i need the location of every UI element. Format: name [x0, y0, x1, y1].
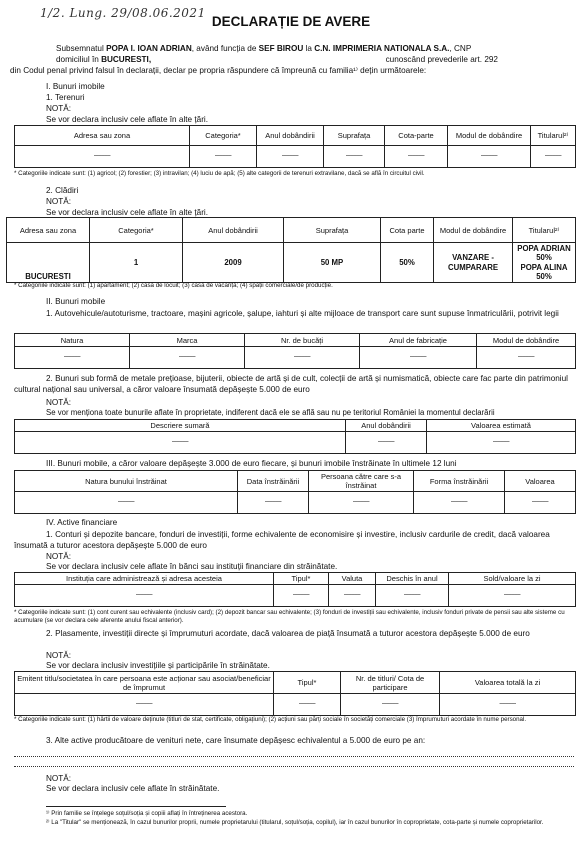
table-row: ----------- ----------- ----------- -----------: [15, 694, 576, 716]
table-row: BUCURESTI 1 2009 50 MP 50% VANZARE - CUMPARARE POPA ADRIAN 50% POPA ALINA 50%: [7, 243, 576, 283]
nota-label: NOTĂ:: [46, 552, 72, 561]
bank-accounts-paragraph: 1. Conturi și depozite bancare, fonduri de investiții, forme echivalente de economisire și investire, inclusiv cardurile de credit, dacă valoarea însumată a tuturor acestora depășește 5.000 de euro: [14, 530, 550, 550]
page-title: DECLARAȚIE DE AVERE: [211, 14, 371, 29]
section-1-title: I. Bunuri imobile: [46, 82, 105, 91]
declarant-city: BUCURESTI,: [101, 55, 152, 65]
nota-text: Se vor declara inclusiv cele aflate în alte țări.: [46, 115, 209, 124]
intro-paragraph: Subsemnatul POPA I. IOAN ADRIAN, având funcția de SEF BIROU la C.N. IMPRIMERIA NATIONALA S.A., CNP domiciliul în BUCURESTI, cunoscând prevederile art. 292 din Codul penal privind falsul în declarații, declar pe propria răspundere că împreună cu familia¹⁾ dețin următoarele:: [10, 44, 498, 76]
handwritten-registration: 1/2. Lung. 29/08.06.2021: [40, 6, 206, 20]
nota-text: Se vor menționa toate bunurile aflate în proprietate, indiferent dacă ele se află sau nu pe teritoriul României la momentul declarării: [46, 408, 495, 417]
footnote-2: ²⁾ La "Titular" se menționează, în cazul bunurilor proprii, numele proprietarului (titularul, soțul/soția, copilul), iar în cazul bunurilor în coproprietate, cota-parte și numele coproprietarilor.: [46, 819, 544, 826]
footnote-divider: [46, 806, 226, 807]
land-table: Adresa sau zona Categoria* Anul dobândirii Suprafața Cota-parte Modul de dobândire Titularul²⁾ ----------- ----------- ----------- ----------- ----------- ----------- -----------: [14, 125, 576, 168]
footnote-1: ¹⁾ Prin familie se înțelege soțul/soția și copiii aflați în întreținerea acestora.: [46, 810, 248, 817]
table-row: ----------- ----------- ----------- ----------- -----------: [15, 492, 576, 514]
investments-paragraph: 2. Plasamente, investiții directe și împrumuturi acordate, dacă valoarea de piață însumată a tuturor acestora depășește 5.000 de euro: [46, 629, 530, 638]
dotted-line: [14, 756, 574, 757]
dotted-line: [14, 766, 574, 767]
subsection-land: 1. Terenuri: [46, 93, 85, 102]
table-row: ----------- ----------- ----------- ----------- -----------: [15, 585, 576, 607]
table-row: ----------- ----------- ----------- ----------- ----------- ----------- -----------: [15, 146, 576, 168]
nota-label: NOTĂ:: [46, 398, 72, 407]
investments-categories-note: * Categoriile indicate sunt: (1) hârtii de valoare deținute (titluri de stat, certificate, obligațiuni); (2) acțiuni sau părți sociale în societăți comerciale (3) împrumuturi acordate în nume personal.: [14, 716, 527, 723]
land-categories-note: * Categoriile indicate sunt: (1) agricol; (2) forestier; (3) intravilan; (4) luciu de apă; (5) alte categorii de terenuri extravilane, dacă se află în circuitul civil.: [14, 170, 425, 177]
nota-label: NOTĂ:: [46, 197, 72, 206]
section-4-title: IV. Active financiare: [46, 518, 118, 527]
table-row: ----------- ----------- ----------- ----------- -----------: [15, 347, 576, 369]
bank-accounts-table: Instituția care administrează și adresa acesteia Tipul* Valuta Deschis în anul Sold/valoare la zi ----------- ----------- ----------- ----------- -----------: [14, 572, 576, 607]
other-assets-paragraph: 3. Alte active producătoare de venituri nete, care însumate depășesc echivalentul a 5.000 de euro pe an:: [46, 736, 426, 745]
nota-text: Se vor declara inclusiv cele aflate în străinătate.: [46, 784, 220, 793]
nota-label: NOTĂ:: [46, 104, 72, 113]
declarant-function: SEF BIROU: [258, 44, 304, 53]
investments-table: Emitent titlu/societatea în care persoana este acționar sau asociat/beneficiar de împrumut Tipul* Nr. de titluri/ Cota de participare Valoarea totală la zi ----------- ----------- ----------- -----------: [14, 671, 576, 716]
precious-goods-paragraph: 2. Bunuri sub formă de metale prețioase, bijuterii, obiecte de artă și de cult, colecții de artă și numismatică, obiecte care fac parte din patrimoniul cultural național sau universal, a căror valoare însumată depășește 5.000 de euro: [14, 374, 568, 394]
section-2-title: II. Bunuri mobile: [46, 297, 106, 306]
alienated-goods-table: Natura bunului înstrăinat Data înstrăinării Persoana către care s-a înstrăinat Forma înstrăinării Valoarea ----------- ----------- ----------- ----------- -----------: [14, 470, 576, 514]
vehicles-paragraph: 1. Autovehicule/autoturisme, tractoare, mașini agricole, șalupe, iahturi și alte mijloace de transport care sunt supuse înmatriculării, potrivit legii: [46, 309, 559, 318]
subsection-buildings: 2. Clădiri: [46, 186, 79, 195]
nota-label: NOTĂ:: [46, 774, 72, 783]
bank-accounts-categories-note: * Categoriile indicate sunt: (1) cont curent sau echivalente (inclusiv card); (2) depozit bancar sau echivalente; (3) fonduri de investiții sau echivalente, inclusiv fonduri private de pensii sau alte sisteme cu acumulare (se vor declara cele aferente anului fiscal anterior).: [14, 609, 565, 624]
declarant-institution: C.N. IMPRIMERIA NATIONALA S.A.: [314, 44, 450, 53]
buildings-categories-note: * Categoriile indicate sunt: (1) apartament; (2) casă de locuit; (3) casă de vacanță; (4) spații comerciale/de producție.: [14, 282, 333, 289]
table-row: ----------- ----------- -----------: [15, 432, 576, 454]
nota-text: Se vor declara inclusiv investițiile și participările în străinătate.: [46, 661, 270, 670]
buildings-table: Adresa sau zona Categoria* Anul dobândirii Suprafața Cota parte Modul de dobândire Titularul²⁾ BUCURESTI 1 2009 50 MP 50% VANZARE - CUMPARARE POPA ADRIAN 50% POPA ALINA 50%: [6, 217, 576, 283]
nota-text: Se vor declara inclusiv cele aflate în alte țări.: [46, 208, 209, 217]
vehicles-table: Natura Marca Nr. de bucăți Anul de fabricație Modul de dobândire ----------- ----------- ----------- ----------- -----------: [14, 333, 576, 369]
nota-text: Se vor declara inclusiv cele aflate în bănci sau instituții financiare din străinătate.: [46, 562, 338, 571]
precious-goods-table: Descriere sumară Anul dobândirii Valoarea estimată ----------- ----------- -----------: [14, 419, 576, 454]
section-3-title: III. Bunuri mobile, a căror valoare depășește 3.000 de euro fiecare, și bunuri imobile înstrăinate în ultimele 12 luni: [46, 459, 457, 468]
nota-label: NOTĂ:: [46, 651, 72, 660]
declarant-name: POPA I. IOAN ADRIAN: [106, 44, 192, 53]
